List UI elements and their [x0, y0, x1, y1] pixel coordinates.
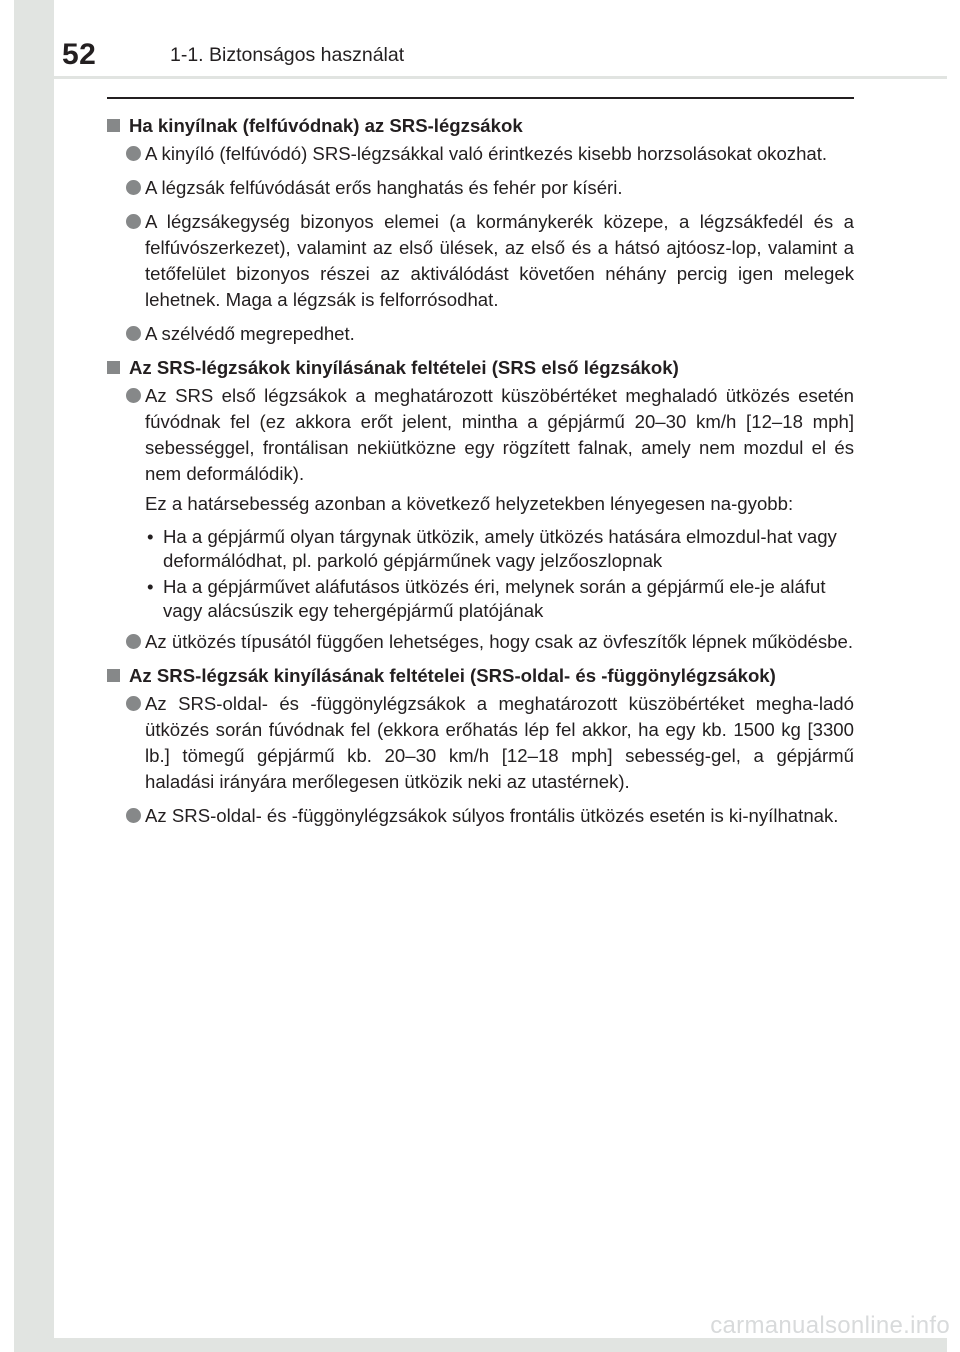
list-item: A légzsák felfúvódását erős hanghatás és fehér por kíséri.: [107, 175, 854, 201]
list-item: Az SRS-oldal- és -függönylégzsákok súlyos frontális ütközés esetén is ki-nyílhatnak.: [107, 803, 854, 829]
paragraph: Ez a határsebesség azonban a következő helyzetekben lényegesen na-gyobb:: [145, 493, 794, 514]
watermark: carmanualsonline.info: [710, 1312, 950, 1339]
page-number: 52: [62, 38, 97, 71]
circle-bullet-icon: [126, 180, 141, 195]
side-strip: [14, 0, 54, 1352]
circle-bullet-icon: [126, 214, 141, 229]
circle-bullet-icon: [126, 388, 141, 403]
list-item: Az SRS-oldal- és -függönylégzsákok a meghatározott küszöbértéket megha-ladó ütközés során fúvódnak fel (ekkora erőhatás lép fel akkor, ha egy kb. 1500 kg [3300 lb.] tömegű gépjármű kb. 20–30 km/h [12–18 mph] sebesség-gel, a gépjármű haladási irányára merőlegesen ütközik neki az utastérnek).: [107, 691, 854, 795]
sub-list-item: • Ha a gépjárművet aláfutásos ütközés éri, melynek során a gépjármű ele-je aláfut vagy alácsúszik egy tehergépjármű platójának: [147, 576, 826, 621]
list-item: A kinyíló (felfúvódó) SRS-légzsákkal való érintkezés kisebb horzsolásokat okozhat.: [107, 141, 854, 167]
square-bullet-icon: [107, 119, 120, 132]
header-divider: [54, 76, 947, 79]
list-item: A légzsákegység bizonyos elemei (a kormánykerék közepe, a légzsákfedél és a felfúvószerkezet), valamint az első ülések, az első és a hátsó ajtóosz-lop, valamint a tetőfelület bizonyos részei az aktiválódást követően néhány percig igen melegek lehetnek. Maga a légzsák is felforrósodhat.: [107, 209, 854, 313]
dot-bullet-icon: •: [147, 526, 154, 547]
circle-bullet-icon: [126, 634, 141, 649]
circle-bullet-icon: [126, 146, 141, 161]
section-heading-front-airbag-conditions: Az SRS-légzsákok kinyílásának feltételei (SRS első légzsákok): [107, 355, 854, 381]
dot-bullet-icon: •: [147, 576, 154, 597]
list-item: Az SRS első légzsákok a meghatározott küszöbértéket meghaladó ütközés esetén fúvódnak fel (ez akkora erőt jelent, mintha a gépjármű 20–30 km/h [12–18 mph] sebességgel, frontálisan nekiütközne egy rögzített falnak, amely nem mozdul el és nem deformálódik).: [107, 383, 854, 487]
circle-bullet-icon: [126, 808, 141, 823]
section-heading-airbag-deploy: Ha kinyílnak (felfúvódnak) az SRS-légzsákok: [107, 113, 854, 139]
circle-bullet-icon: [126, 696, 141, 711]
sub-list-item: • Ha a gépjármű olyan tárgynak ütközik, amely ütközés hatására elmozdul-hat vagy deformálódhat, pl. parkoló gépjárműnek vagy jelzőoszlopnak: [147, 526, 837, 571]
list-item: Az ütközés típusától függően lehetséges, hogy csak az övfeszítők lépnek működésbe.: [107, 629, 854, 655]
chapter-title: 1-1. Biztonságos használat: [170, 44, 405, 66]
page-content: [107, 97, 854, 837]
square-bullet-icon: [107, 669, 120, 682]
footer-strip: [14, 1338, 947, 1352]
circle-bullet-icon: [126, 326, 141, 341]
list-item: A szélvédő megrepedhet.: [107, 321, 854, 347]
sub-list: [107, 525, 854, 623]
section-heading-side-airbag-conditions: Az SRS-légzsák kinyílásának feltételei (SRS-oldal- és -függönylégzsákok): [107, 663, 854, 689]
square-bullet-icon: [107, 361, 120, 374]
